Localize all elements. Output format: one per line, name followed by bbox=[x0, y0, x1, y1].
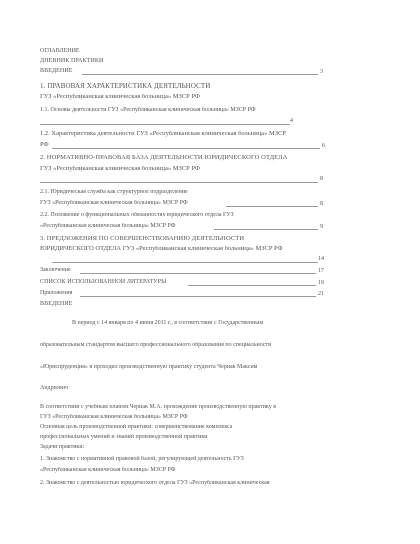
toc-section-2-1-cont: ГУЗ «Республиканская клиническая больница» МЗСР РФ bbox=[40, 200, 188, 206]
toc-page-number: 8 bbox=[320, 201, 323, 207]
toc-leader bbox=[226, 206, 318, 207]
tasks-heading: Задачи практики: bbox=[40, 444, 85, 450]
toc-page-number: 14 bbox=[318, 256, 324, 262]
toc-page-number: 4 bbox=[290, 118, 293, 124]
toc-leader bbox=[52, 262, 318, 263]
toc-section-2-2: 2.2. Положение о функциональных обязанностях юридического отдела ГУЗ bbox=[40, 212, 234, 218]
body-paragraph-line: ГУЗ «Республиканская клиническая больница» МЗСР РФ bbox=[40, 414, 188, 420]
toc-page-number: 17 bbox=[318, 268, 324, 274]
toc-section-1-1: 1.1. Основы деятельности ГУЗ «Республиканская клиническая больница» МЗСР РФ bbox=[40, 107, 256, 113]
toc-chapter-2-title: 2. НОРМАТИВНО-ПРАВОВАЯ БАЗА ДЕЯТЕЛЬНОСТИ ЮРИДИЧЕСКОГО ОТДЕЛА bbox=[40, 155, 288, 161]
toc-references: СПИСОК ИСПОЛЬЗОВАННОЙ ЛИТЕРАТУРЫ bbox=[40, 279, 167, 285]
toc-section-2-2-cont: «Республиканская клиническая больница» МЗСР РФ bbox=[40, 223, 176, 229]
toc-heading: ОГЛАВЛЕНИЕ bbox=[40, 48, 80, 54]
toc-chapter-3-title: 3. ПРЕДЛОЖЕНИЯ ПО СОВЕРШЕНСТВОВАНИЮ ДЕЯТЕЛЬНОСТИ bbox=[40, 236, 245, 242]
toc-page-number: 9 bbox=[320, 224, 323, 230]
toc-leader bbox=[80, 273, 316, 274]
toc-section-2-1: 2.1. Юридическая служба как структурное подразделение bbox=[40, 189, 188, 195]
toc-page-number: 19 bbox=[318, 280, 324, 286]
body-paragraph-line: профессиональных умений и знаний производственной практики bbox=[40, 434, 208, 440]
toc-page-number: 6 bbox=[322, 143, 325, 149]
body-paragraph-line: В соответствии с учебным планом Чериак М.А. прохождение производственную практику в bbox=[40, 404, 277, 410]
toc-section-1-2: 1.2. Характеристика деятельности ГУЗ «Республиканская клиническая больница» МЗСР bbox=[40, 131, 286, 137]
toc-chapter-1-title: 1. ПРАВОВАЯ ХАРАКТЕРИСТИКА ДЕЯТЕЛЬНОСТИ bbox=[40, 83, 211, 90]
toc-leader bbox=[214, 229, 318, 230]
toc-chapter-2-subtitle: ГУЗ «Республиканская клиническая больница» МЗСР РФ bbox=[40, 166, 200, 172]
toc-leader bbox=[80, 296, 316, 297]
toc-leader bbox=[40, 182, 318, 183]
body-paragraph-line: В период с 14 января по 4 июня 2011 г., в соответствии с Государственным bbox=[72, 320, 264, 326]
task-item: 1. Знакомство с нормативной правовой базой, регулирующей деятельность ГУЗ bbox=[40, 456, 244, 462]
toc-page-number: 3 bbox=[320, 69, 323, 75]
body-paragraph-line: образовательным стандартом высшего профессионального образования по специальности bbox=[40, 342, 272, 348]
toc-leader bbox=[82, 74, 318, 75]
toc-intro: ВВЕДЕНИЕ bbox=[40, 68, 73, 74]
body-paragraph-line: «Юриспруденция» я проходил производственную практику студента Чериак Максим bbox=[40, 364, 258, 370]
toc-chapter-3-subtitle: ЮРИДИЧЕСКОГО ОТДЕЛА ГУЗ «Республиканская клиническая больница» МЗСР РФ bbox=[40, 246, 283, 252]
toc-leader bbox=[52, 148, 320, 149]
toc-section-1-2-cont: РФ bbox=[40, 142, 49, 148]
toc-chapter-1-subtitle: ГУЗ «Республиканская клиническая больница» МЗСР РФ bbox=[40, 94, 200, 100]
body-paragraph-line: Андреевич bbox=[40, 385, 68, 391]
toc-appendix: Приложения bbox=[40, 290, 73, 296]
body-paragraph-line: Основная цель производственной практики: совершенствование комплекса bbox=[40, 424, 233, 430]
toc-leader bbox=[40, 124, 290, 125]
toc-page-number: 8 bbox=[320, 176, 323, 182]
toc-practice-diary: ДНЕВНИК ПРАКТИКИ bbox=[40, 58, 104, 64]
task-item-cont: «Республиканская клиническая больница» МЗСР РФ bbox=[40, 467, 176, 473]
intro-heading: ВВЕДЕНИЕ bbox=[40, 301, 73, 307]
toc-conclusion: Заключение bbox=[40, 267, 71, 273]
toc-leader bbox=[188, 285, 316, 286]
task-item: 2. Знакомство с деятельностью юридического отдела ГУЗ «Республиканская клиническая bbox=[40, 480, 270, 486]
toc-page-number: 21 bbox=[318, 291, 324, 297]
